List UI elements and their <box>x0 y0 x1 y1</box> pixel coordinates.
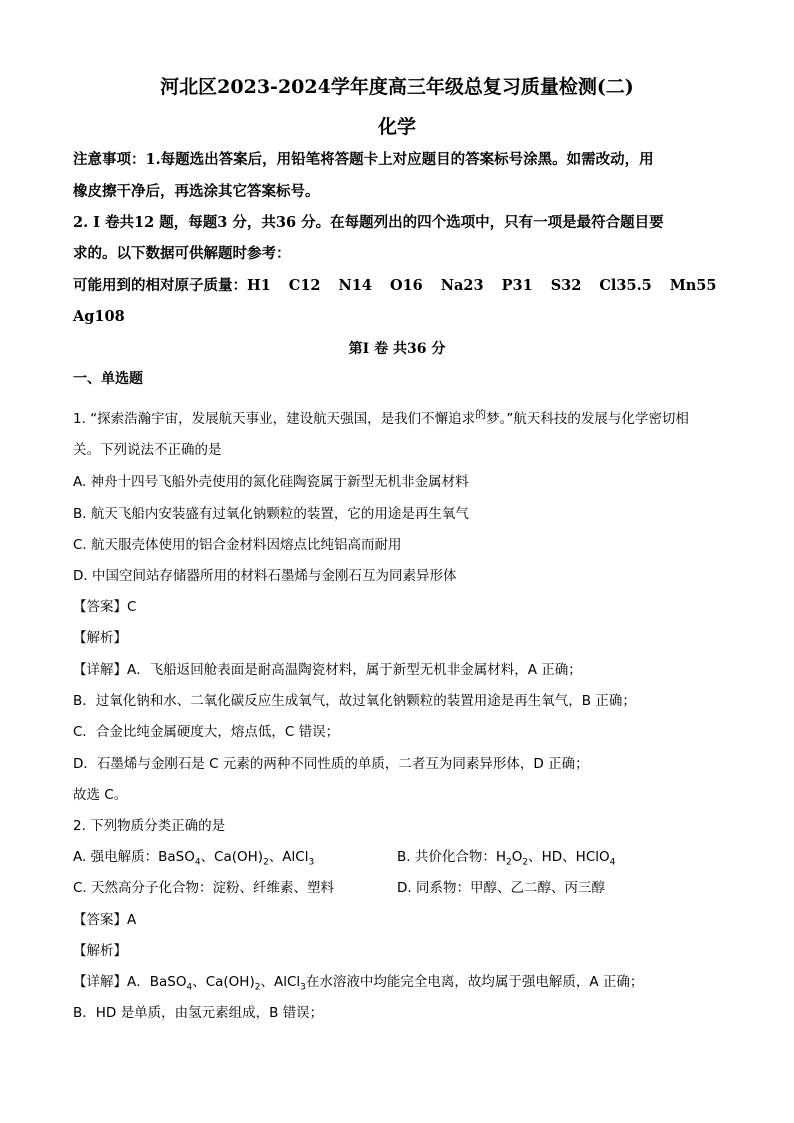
q2-detail-a <box>73 972 643 992</box>
atom-h: H1 <box>247 277 271 294</box>
q2-stem: 2. 下列物质分类正确的是 <box>73 818 226 834</box>
atom-na: Na23 <box>440 277 484 294</box>
notes-line-2: 橡皮擦干净后，再选涂其它答案标号。 <box>73 183 320 200</box>
formula-subscript: 2 <box>506 857 512 868</box>
formula-text: 【详解】A．BaSO <box>73 974 187 990</box>
q2-analysis-label: 【解析】 <box>73 943 127 959</box>
formula-subscript: 4 <box>609 857 616 868</box>
atom-cl: Cl35.5 <box>599 277 652 294</box>
atom-s: S32 <box>550 277 582 294</box>
formula-subscript: 2 <box>254 982 261 993</box>
atomic-mass-line <box>73 276 717 296</box>
formula-text: BaSO <box>158 849 195 865</box>
q2-option-b-label: B. 共价化合物： <box>397 849 496 865</box>
q2-option-b <box>397 847 615 867</box>
q1-detail-d: D．石墨烯与金刚石是 C 元素的两种不同性质的单质，二者互为同素异形体，D 正确； <box>73 756 589 772</box>
question-type: 一、单选题 <box>73 371 143 387</box>
q2-option-a-label: A. 强电解质： <box>73 849 159 865</box>
formula-subscript: 4 <box>194 857 201 868</box>
q1-option-b: B. 航天飞船内安装盛有过氧化钠颗粒的装置，它的用途是再生氧气 <box>73 506 469 522</box>
q1-stem-line-2: 关。下列说法不正确的是 <box>73 442 222 458</box>
atom-c: C12 <box>288 277 321 294</box>
atom-p: P31 <box>501 277 533 294</box>
formula-text: 、AlCl <box>268 849 309 865</box>
formula-text: 、AlCl <box>260 974 301 990</box>
q1-option-a: A. 神舟十四号飞船外壳使用的氮化硅陶瓷属于新型无机非金属材料 <box>73 474 469 490</box>
atom-n: N14 <box>338 277 372 294</box>
formula-text: O <box>511 849 523 865</box>
formula-text: H <box>495 849 507 865</box>
formula-text: 、Ca(OH) <box>200 849 264 865</box>
notes-line-1: 注意事项：1.每题选出答案后，用铅笔将答题卡上对应题目的答案标号涂黑。如需改动，用 <box>73 151 654 168</box>
q1-stem-part-a: 1. “探索浩瀚宇宙，发展航天事业，建设航天强国，是我们不懈追求 <box>73 411 476 427</box>
notes-line-3: 2. I 卷共12 题，每题3 分，共36 分。在每题列出的四个选项中，只有一项是最符合题目要 <box>73 214 664 231</box>
atomic-mass-label: 可能用到的相对原子质量： <box>73 277 247 294</box>
formula-text: 、HD、HClO <box>528 849 610 865</box>
q2-option-d: D. 同系物：甲醇、乙二醇、丙三醇 <box>397 880 605 896</box>
q1-detail-c: C．合金比纯金属硬度大，熔点低，C 错误； <box>73 724 340 740</box>
formula-subscript: 2 <box>263 857 269 868</box>
formula-text: 在水溶液中均能完全电离，故均属于强电解质，A 正确； <box>305 974 644 990</box>
formula-subscript: 3 <box>300 982 306 993</box>
formula-text: 、Ca(OH) <box>192 974 255 990</box>
q2-option-c: C. 天然高分子化合物：淀粉、纤维素、塑料 <box>73 880 335 896</box>
notes-line-4: 求的。以下数据可供解题时参考： <box>73 245 291 262</box>
q1-stem-line-1 <box>73 409 689 430</box>
q1-detail-a: 【详解】A．飞船返回舱表面是耐高温陶瓷材料，属于新型无机非金属材料，A 正确； <box>73 662 582 678</box>
q1-detail-b: B．过氧化钠和水、二氧化碳反应生成氧气，故过氧化钠颗粒的装置用途是再生氧气，B 正确； <box>73 693 636 709</box>
subject-title: 化学 <box>377 116 416 138</box>
atom-ag: Ag108 <box>73 308 125 325</box>
formula-subscript: 4 <box>186 982 193 993</box>
section-heading: 第I 卷 共36 分 <box>348 341 446 357</box>
q2-detail-b: B．HD 是单质，由氢元素组成，B 错误； <box>73 1005 324 1021</box>
q1-conclusion: 故选 C。 <box>73 787 128 803</box>
q1-stem-part-b: 梦。”航天科技的发展与化学密切相 <box>486 411 689 427</box>
atom-o: O16 <box>389 277 423 294</box>
q2-option-a <box>73 847 314 867</box>
formula-subscript: 2 <box>522 857 529 868</box>
q1-option-d: D. 中国空间站存储器所用的材料石墨烯与金刚石互为同素异形体 <box>73 568 457 584</box>
atom-mn: Mn55 <box>669 277 717 294</box>
q1-analysis-label: 【解析】 <box>73 630 127 646</box>
formula-subscript: 3 <box>308 857 315 868</box>
q1-answer: 【答案】C <box>73 599 137 615</box>
q1-option-c: C. 航天服壳体使用的铝合金材料因熔点比纯铝高而耐用 <box>73 537 402 553</box>
exam-title: 河北区2023-2024学年度高三年级总复习质量检测(二) <box>160 76 634 98</box>
q2-answer: 【答案】A <box>73 912 137 928</box>
q1-stem-raised: 的 <box>475 408 487 421</box>
